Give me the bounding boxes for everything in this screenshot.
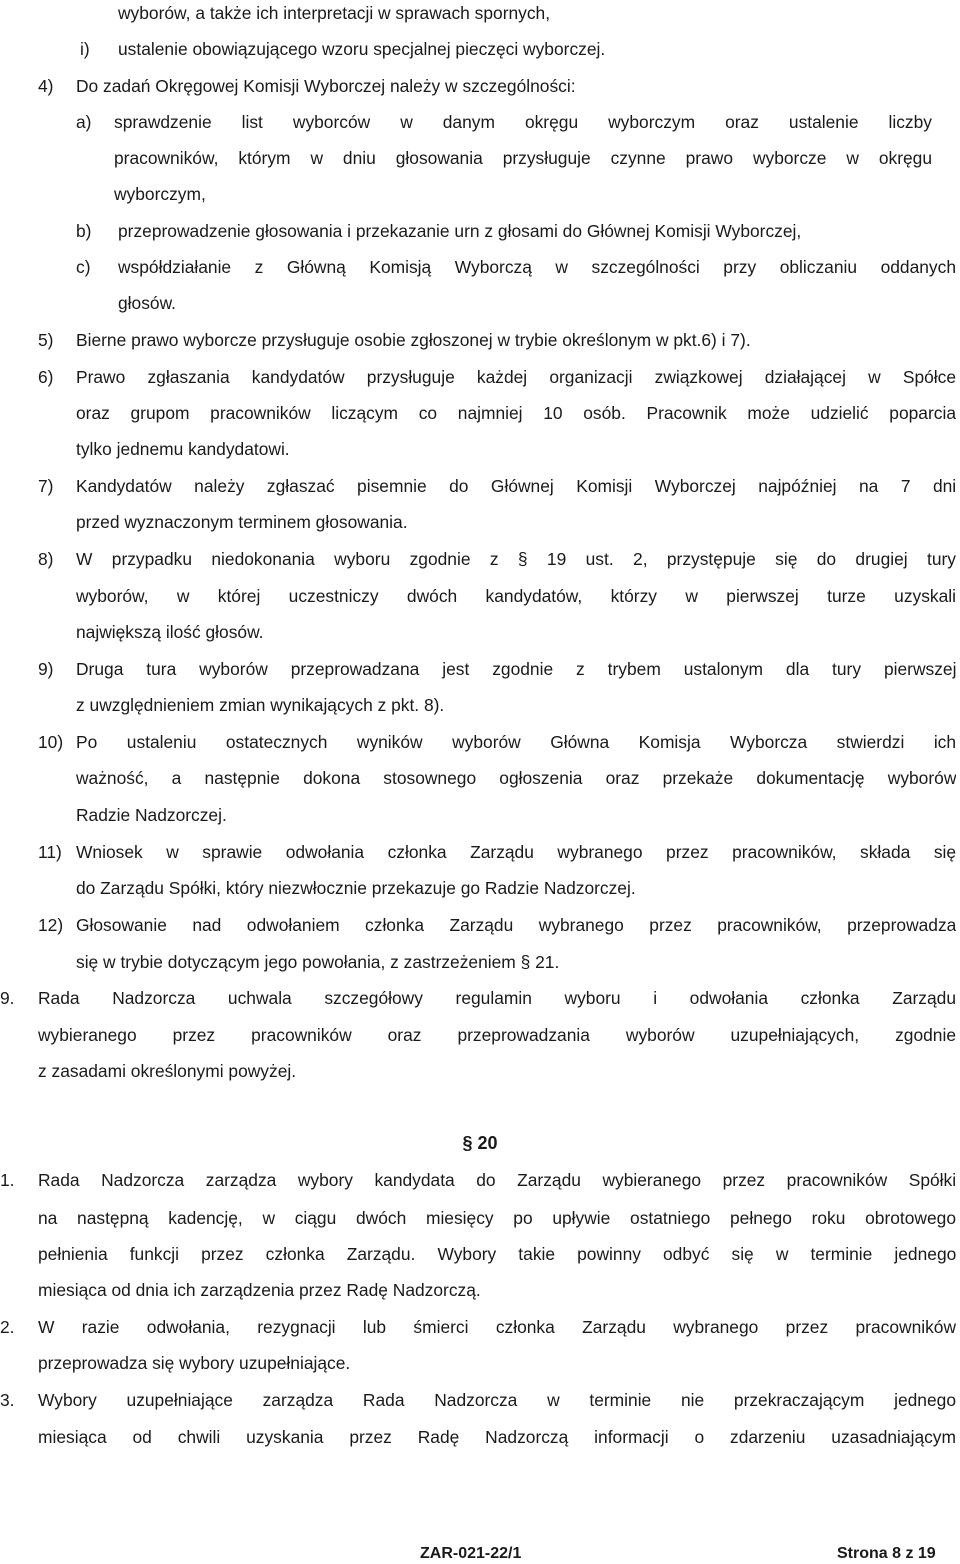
section-number: § 20	[462, 1133, 498, 1153]
paragraph-line: pracowników, którym w dniu głosowania przysługuje czynne prawo wyborcze w okręgu	[114, 148, 932, 168]
list-marker: 2.	[0, 1317, 15, 1337]
paragraph-line: do Zarządu Spółki, który niezwłocznie przekazuje go Radzie Nadzorczej.	[76, 878, 636, 898]
list-item	[0, 3, 960, 23]
document-id: ZAR-021-22/1	[420, 1545, 522, 1562]
list-item	[0, 952, 960, 972]
list-item	[0, 768, 960, 788]
list-item	[0, 330, 960, 350]
list-marker: 10)	[38, 732, 64, 752]
paragraph-line: przeprowadzenie głosowania i przekazanie urn z głosami do Głównej Komisji Wyborczej,	[118, 221, 802, 241]
paragraph-line: W razie odwołania, rezygnacji lub śmierci członka Zarządu wybranego przez pracowników	[38, 1317, 956, 1337]
list-marker: 4)	[38, 76, 54, 96]
paragraph-line: wyborów, a także ich interpretacji w sprawach spornych,	[118, 3, 551, 23]
paragraph-line: Rada Nadzorcza uchwala szczegółowy regulamin wyboru i odwołania członka Zarządu	[38, 988, 956, 1008]
list-item	[0, 403, 960, 423]
paragraph-line: ustalenie obowiązującego wzoru specjalnej pieczęci wyborczej.	[118, 39, 606, 59]
list-item	[0, 1170, 960, 1190]
list-marker: i)	[80, 39, 90, 59]
list-item	[0, 695, 960, 715]
list-marker: b)	[76, 221, 92, 241]
list-item	[0, 1390, 960, 1410]
list-item	[0, 476, 960, 496]
list-item	[0, 512, 960, 532]
list-marker: c)	[76, 257, 91, 277]
list-item	[0, 1353, 960, 1373]
list-item	[0, 915, 960, 935]
paragraph-line: sprawdzenie list wyborców w danym okręgu wyborczym oraz ustalenie liczby	[114, 112, 932, 132]
list-marker: 1.	[0, 1170, 15, 1190]
paragraph-line: wyborów, w której uczestniczy dwóch kandydatów, którzy w pierwszej turze uzyskali	[76, 586, 956, 606]
paragraph-line: przed wyznaczonym terminem głosowania.	[76, 512, 408, 532]
list-marker: 8)	[38, 549, 54, 569]
paragraph-line: Rada Nadzorcza zarządza wybory kandydata do Zarządu wybieranego przez pracowników Spółki	[38, 1170, 956, 1190]
list-item	[0, 439, 960, 459]
paragraph-line: największą ilość głosów.	[76, 622, 264, 642]
list-item	[0, 842, 960, 862]
list-item	[0, 1025, 960, 1045]
paragraph-line: z uwzględnieniem zmian wynikających z pkt. 8).	[76, 695, 445, 715]
list-item	[0, 1427, 960, 1447]
paragraph-line: tylko jednemu kandydatowi.	[76, 439, 290, 459]
list-item	[0, 76, 960, 96]
list-item	[0, 1317, 960, 1337]
paragraph-line: Do zadań Okręgowej Komisji Wyborczej należy w szczególności:	[76, 76, 576, 96]
list-item	[0, 878, 960, 898]
paragraph-line: Głosowanie nad odwołaniem członka Zarządu wybranego przez pracowników, przeprowadza	[76, 915, 956, 935]
list-marker: 12)	[38, 915, 64, 935]
paragraph-line: Kandydatów należy zgłaszać pisemnie do Głównej Komisji Wyborczej najpóźniej na 7 dni	[76, 476, 956, 496]
list-item	[0, 622, 960, 642]
list-item	[0, 184, 960, 204]
paragraph-line: miesiąca od chwili uzyskania przez Radę Nadzorczą informacji o zdarzeniu uzasadniającym	[38, 1427, 956, 1447]
paragraph-line: ważność, a następnie dokona stosownego ogłoszenia oraz przekaże dokumentację wyborów	[76, 768, 956, 788]
list-marker: 6)	[38, 367, 54, 387]
list-item	[0, 1208, 960, 1228]
list-item	[0, 988, 960, 1008]
list-item	[0, 1244, 960, 1264]
list-item	[0, 367, 960, 387]
paragraph-line: Po ustaleniu ostatecznych wyników wyborów Główna Komisja Wyborcza stwierdzi ich	[76, 732, 956, 752]
list-item	[0, 39, 960, 59]
paragraph-line: Druga tura wyborów przeprowadzana jest zgodnie z trybem ustalonym dla tury pierwszej	[76, 659, 956, 679]
paragraph-line: wyborczym,	[114, 184, 206, 204]
list-marker: 9.	[0, 988, 15, 1008]
paragraph-line: pełnienia funkcji przez członka Zarządu. Wybory takie powinny odbyć się w terminie jednego	[38, 1244, 956, 1264]
list-marker: 3.	[0, 1390, 15, 1410]
page-number: Strona 8 z 19	[837, 1545, 936, 1562]
paragraph-line: się w trybie dotyczącym jego powołania, z zastrzeżeniem § 21.	[76, 952, 560, 972]
paragraph-line: Bierne prawo wyborcze przysługuje osobie zgłoszonej w trybie określonym w pkt.6) i 7).	[76, 330, 751, 350]
paragraph-line: W przypadku niedokonania wyboru zgodnie z § 19 ust. 2, przystępuje się do drugiej tury	[76, 549, 956, 569]
paragraph-line: miesiąca od dnia ich zarządzenia przez Radę Nadzorczą.	[38, 1280, 481, 1300]
list-item	[0, 257, 960, 277]
list-item	[0, 1061, 960, 1081]
list-item	[0, 221, 960, 241]
list-item	[0, 805, 960, 825]
list-item	[0, 293, 960, 313]
paragraph-line: współdziałanie z Główną Komisją Wyborczą w szczególności przy obliczaniu oddanych	[118, 257, 956, 277]
paragraph-line: oraz grupom pracowników liczącym co najmniej 10 osób. Pracownik może udzielić poparcia	[76, 403, 956, 423]
paragraph-line: głosów.	[118, 293, 177, 313]
paragraph-line: na następną kadencję, w ciągu dwóch miesięcy po upływie ostatniego pełnego roku obrotowego	[38, 1208, 956, 1228]
list-marker: a)	[76, 112, 92, 132]
paragraph-line: Prawo zgłaszania kandydatów przysługuje każdej organizacji związkowej działającej w Spółce	[76, 367, 956, 387]
list-marker: 5)	[38, 330, 54, 350]
paragraph-line: Wniosek w sprawie odwołania członka Zarządu wybranego przez pracowników, składa się	[76, 842, 956, 862]
list-marker: 11)	[38, 842, 62, 862]
paragraph-line: przeprowadza się wybory uzupełniające.	[38, 1353, 351, 1373]
section-heading	[0, 1133, 960, 1155]
list-marker: 7)	[38, 476, 54, 496]
page-footer	[0, 1544, 960, 1564]
list-item	[0, 549, 960, 569]
list-item	[0, 112, 960, 132]
list-item	[0, 659, 960, 679]
paragraph-line: Radzie Nadzorczej.	[76, 805, 227, 825]
list-item	[0, 586, 960, 606]
paragraph-line: z zasadami określonymi powyżej.	[38, 1061, 297, 1081]
paragraph-line: wybieranego przez pracowników oraz przeprowadzania wyborów uzupełniających, zgodnie	[38, 1025, 956, 1045]
list-item	[0, 148, 960, 168]
paragraph-line: Wybory uzupełniające zarządza Rada Nadzorcza w terminie nie przekraczającym jednego	[38, 1390, 956, 1410]
list-item	[0, 1280, 960, 1300]
list-marker: 9)	[38, 659, 54, 679]
list-item	[0, 732, 960, 752]
